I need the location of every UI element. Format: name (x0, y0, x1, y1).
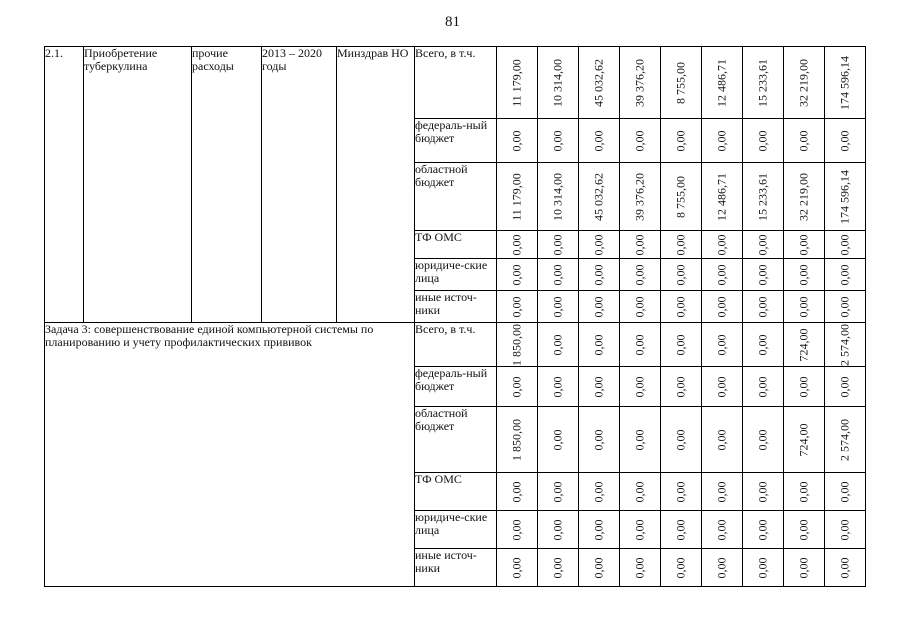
amount-cell (743, 511, 784, 549)
amount-value: 0,00 (550, 130, 565, 151)
amount-cell (497, 259, 538, 291)
amount-cell (620, 119, 661, 163)
amount-value: 0,00 (837, 264, 852, 285)
amount-value: 0,00 (591, 234, 606, 255)
amount-cell (497, 323, 538, 367)
amount-cell (784, 291, 825, 323)
amount-cell (579, 231, 620, 259)
amount-value: 0,00 (591, 557, 606, 578)
amount-cell (784, 259, 825, 291)
amount-value: 0,00 (550, 264, 565, 285)
amount-value: 0,00 (714, 429, 729, 450)
amount-cell (661, 231, 702, 259)
amount-value: 0,00 (632, 376, 647, 397)
funding-source: федераль-ный бюджет (415, 119, 497, 163)
amount-value: 0,00 (509, 296, 524, 317)
amount-cell (702, 511, 743, 549)
amount-cell (784, 323, 825, 367)
amount-value: 0,00 (509, 481, 524, 502)
amount-value: 0,00 (714, 376, 729, 397)
amount-cell (538, 231, 579, 259)
amount-value: 0,00 (550, 557, 565, 578)
amount-value: 12 486,71 (714, 172, 729, 221)
amount-cell (702, 549, 743, 587)
amount-cell (825, 367, 866, 407)
amount-value: 45 032,62 (591, 58, 606, 107)
amount-cell (702, 231, 743, 259)
amount-value: 0,00 (755, 429, 770, 450)
amount-value: 0,00 (714, 334, 729, 355)
amount-cell (661, 259, 702, 291)
amount-cell (743, 259, 784, 291)
amount-value: 0,00 (632, 334, 647, 355)
amount-value: 39 376,20 (632, 58, 647, 107)
amount-value: 32 219,00 (796, 172, 811, 221)
amount-value: 0,00 (550, 376, 565, 397)
amount-value: 2 574,00 (837, 323, 852, 366)
amount-value: 0,00 (755, 234, 770, 255)
amount-cell (497, 407, 538, 473)
amount-value: 0,00 (796, 376, 811, 397)
amount-cell (497, 367, 538, 407)
amount-cell (620, 323, 661, 367)
amount-value: 0,00 (714, 519, 729, 540)
amount-cell (825, 511, 866, 549)
amount-cell (579, 291, 620, 323)
amount-value: 0,00 (632, 130, 647, 151)
amount-cell (538, 291, 579, 323)
amount-cell (538, 259, 579, 291)
amount-value: 45 032,62 (591, 172, 606, 221)
amount-cell (702, 473, 743, 511)
amount-cell (743, 407, 784, 473)
amount-value: 0,00 (755, 130, 770, 151)
amount-value: 0,00 (509, 264, 524, 285)
amount-cell (620, 511, 661, 549)
item-number: 2.1. (45, 47, 84, 323)
amount-value: 0,00 (755, 519, 770, 540)
amount-cell (743, 47, 784, 119)
amount-cell (538, 473, 579, 511)
amount-cell (497, 291, 538, 323)
amount-value: 0,00 (837, 519, 852, 540)
amount-cell (784, 407, 825, 473)
amount-cell (702, 291, 743, 323)
amount-value: 0,00 (550, 481, 565, 502)
amount-value: 11 179,00 (509, 172, 524, 221)
amount-cell (497, 163, 538, 231)
page-number: 81 (445, 14, 460, 30)
amount-cell (743, 163, 784, 231)
amount-value: 8 755,00 (673, 175, 688, 218)
item-years: 2013 – 2020 годы (262, 47, 337, 323)
amount-cell (661, 291, 702, 323)
amount-cell (497, 511, 538, 549)
amount-cell (661, 119, 702, 163)
amount-cell (743, 549, 784, 587)
amount-value: 0,00 (837, 296, 852, 317)
amount-value: 0,00 (673, 557, 688, 578)
amount-value: 0,00 (673, 429, 688, 450)
amount-value: 8 755,00 (673, 61, 688, 104)
amount-cell (497, 549, 538, 587)
amount-cell (579, 259, 620, 291)
amount-cell (497, 119, 538, 163)
expense-type: прочие расходы (192, 47, 262, 323)
amount-cell (620, 473, 661, 511)
amount-value: 0,00 (837, 234, 852, 255)
amount-value: 0,00 (550, 296, 565, 317)
budget-table (44, 46, 866, 587)
amount-value: 0,00 (550, 234, 565, 255)
amount-cell (661, 323, 702, 367)
amount-cell (784, 473, 825, 511)
amount-value: 0,00 (632, 481, 647, 502)
amount-value: 0,00 (673, 481, 688, 502)
amount-cell (702, 47, 743, 119)
amount-value: 0,00 (714, 234, 729, 255)
amount-cell (538, 119, 579, 163)
amount-cell (743, 367, 784, 407)
amount-value: 0,00 (591, 264, 606, 285)
funding-source: юридиче-ские лица (415, 511, 497, 549)
amount-value: 0,00 (673, 376, 688, 397)
amount-value: 10 314,00 (550, 58, 565, 107)
amount-cell (661, 367, 702, 407)
amount-cell (661, 163, 702, 231)
amount-cell (743, 231, 784, 259)
funding-source: юридиче-ские лица (415, 259, 497, 291)
amount-cell (825, 163, 866, 231)
funding-source: иные источ-ники (415, 291, 497, 323)
amount-cell (784, 119, 825, 163)
amount-value: 0,00 (591, 519, 606, 540)
amount-value: 0,00 (632, 519, 647, 540)
amount-value: 0,00 (632, 264, 647, 285)
amount-value: 0,00 (714, 481, 729, 502)
amount-value: 0,00 (796, 481, 811, 502)
amount-cell (620, 407, 661, 473)
amount-value: 0,00 (509, 130, 524, 151)
amount-value: 0,00 (837, 481, 852, 502)
amount-value: 0,00 (591, 481, 606, 502)
funding-source: ТФ ОМС (415, 473, 497, 511)
funding-source: федераль-ный бюджет (415, 367, 497, 407)
amount-value: 0,00 (714, 557, 729, 578)
table-row (45, 47, 866, 119)
amount-value: 0,00 (509, 234, 524, 255)
amount-value: 0,00 (591, 334, 606, 355)
item-executor: Минздрав НО (337, 47, 415, 323)
amount-value: 0,00 (673, 234, 688, 255)
amount-cell (661, 47, 702, 119)
amount-value: 15 233,61 (755, 172, 770, 221)
amount-cell (825, 473, 866, 511)
amount-value: 0,00 (796, 234, 811, 255)
amount-cell (743, 291, 784, 323)
amount-value: 15 233,61 (755, 58, 770, 107)
amount-cell (702, 163, 743, 231)
funding-source: областной бюджет (415, 407, 497, 473)
amount-cell (702, 367, 743, 407)
amount-cell (538, 367, 579, 407)
amount-cell (825, 231, 866, 259)
amount-cell (620, 549, 661, 587)
amount-cell (825, 291, 866, 323)
funding-source: иные источ-ники (415, 549, 497, 587)
amount-cell (579, 473, 620, 511)
amount-cell (620, 231, 661, 259)
amount-value: 1 850,00 (509, 323, 524, 366)
amount-value: 0,00 (796, 296, 811, 317)
amount-cell (702, 323, 743, 367)
amount-cell (661, 511, 702, 549)
amount-cell (825, 119, 866, 163)
amount-value: 0,00 (591, 376, 606, 397)
amount-cell (784, 511, 825, 549)
amount-cell (579, 367, 620, 407)
amount-value: 174 596,14 (837, 169, 852, 224)
amount-value: 0,00 (837, 130, 852, 151)
amount-value: 0,00 (550, 519, 565, 540)
funding-source: Всего, в т.ч. (415, 47, 497, 119)
amount-value: 0,00 (632, 557, 647, 578)
amount-cell (661, 473, 702, 511)
amount-cell (538, 511, 579, 549)
amount-cell (784, 47, 825, 119)
amount-cell (538, 163, 579, 231)
amount-cell (579, 323, 620, 367)
amount-value: 0,00 (796, 557, 811, 578)
amount-cell (661, 549, 702, 587)
amount-value: 0,00 (673, 519, 688, 540)
amount-cell (579, 511, 620, 549)
amount-value: 0,00 (673, 334, 688, 355)
amount-value: 39 376,20 (632, 172, 647, 221)
table-row (45, 323, 866, 367)
amount-cell (579, 47, 620, 119)
amount-cell (743, 119, 784, 163)
amount-value: 724,00 (796, 423, 811, 456)
amount-value: 174 596,14 (837, 55, 852, 110)
amount-cell (620, 47, 661, 119)
amount-cell (825, 47, 866, 119)
amount-cell (825, 259, 866, 291)
amount-cell (784, 367, 825, 407)
amount-cell (497, 47, 538, 119)
amount-value: 0,00 (837, 557, 852, 578)
amount-cell (579, 549, 620, 587)
amount-value: 0,00 (714, 264, 729, 285)
amount-value: 0,00 (714, 130, 729, 151)
amount-cell (743, 473, 784, 511)
amount-cell (784, 163, 825, 231)
amount-value: 0,00 (837, 376, 852, 397)
amount-value: 2 574,00 (837, 418, 852, 461)
amount-value: 0,00 (673, 264, 688, 285)
amount-value: 0,00 (796, 264, 811, 285)
amount-cell (579, 119, 620, 163)
amount-cell (825, 323, 866, 367)
amount-value: 0,00 (509, 557, 524, 578)
amount-cell (620, 291, 661, 323)
amount-cell (538, 549, 579, 587)
amount-cell (579, 163, 620, 231)
amount-cell (497, 473, 538, 511)
amount-value: 0,00 (796, 519, 811, 540)
amount-value: 0,00 (755, 334, 770, 355)
amount-value: 0,00 (591, 296, 606, 317)
amount-cell (825, 407, 866, 473)
amount-cell (620, 367, 661, 407)
amount-cell (538, 407, 579, 473)
amount-cell (825, 549, 866, 587)
amount-value: 0,00 (673, 296, 688, 317)
amount-cell (579, 407, 620, 473)
task-title: Задача 3: совершенствование единой компьютерной системы по планированию и учету профилактических прививок (45, 323, 415, 587)
amount-cell (538, 47, 579, 119)
amount-cell (702, 259, 743, 291)
amount-value: 0,00 (591, 130, 606, 151)
amount-value: 0,00 (714, 296, 729, 317)
amount-value: 11 179,00 (509, 58, 524, 107)
amount-cell (661, 407, 702, 473)
funding-source: ТФ ОМС (415, 231, 497, 259)
amount-value: 12 486,71 (714, 58, 729, 107)
amount-cell (784, 231, 825, 259)
amount-cell (620, 163, 661, 231)
amount-value: 0,00 (673, 130, 688, 151)
amount-value: 0,00 (550, 429, 565, 450)
item-name: Приобретение туберкулина (84, 47, 192, 323)
amount-value: 10 314,00 (550, 172, 565, 221)
amount-cell (702, 407, 743, 473)
amount-value: 0,00 (632, 234, 647, 255)
amount-value: 0,00 (755, 296, 770, 317)
amount-value: 32 219,00 (796, 58, 811, 107)
amount-cell (620, 259, 661, 291)
amount-cell (702, 119, 743, 163)
amount-value: 0,00 (796, 130, 811, 151)
amount-cell (743, 323, 784, 367)
amount-value: 0,00 (550, 334, 565, 355)
amount-value: 0,00 (509, 519, 524, 540)
amount-value: 724,00 (796, 328, 811, 361)
amount-cell (784, 549, 825, 587)
amount-cell (538, 323, 579, 367)
amount-value: 0,00 (591, 429, 606, 450)
amount-value: 0,00 (755, 557, 770, 578)
amount-value: 0,00 (755, 376, 770, 397)
amount-value: 0,00 (509, 376, 524, 397)
amount-value: 0,00 (755, 264, 770, 285)
amount-value: 0,00 (632, 296, 647, 317)
amount-value: 1 850,00 (509, 418, 524, 461)
amount-value: 0,00 (632, 429, 647, 450)
amount-cell (497, 231, 538, 259)
funding-source: областной бюджет (415, 163, 497, 231)
amount-value: 0,00 (755, 481, 770, 502)
funding-source: Всего, в т.ч. (415, 323, 497, 367)
